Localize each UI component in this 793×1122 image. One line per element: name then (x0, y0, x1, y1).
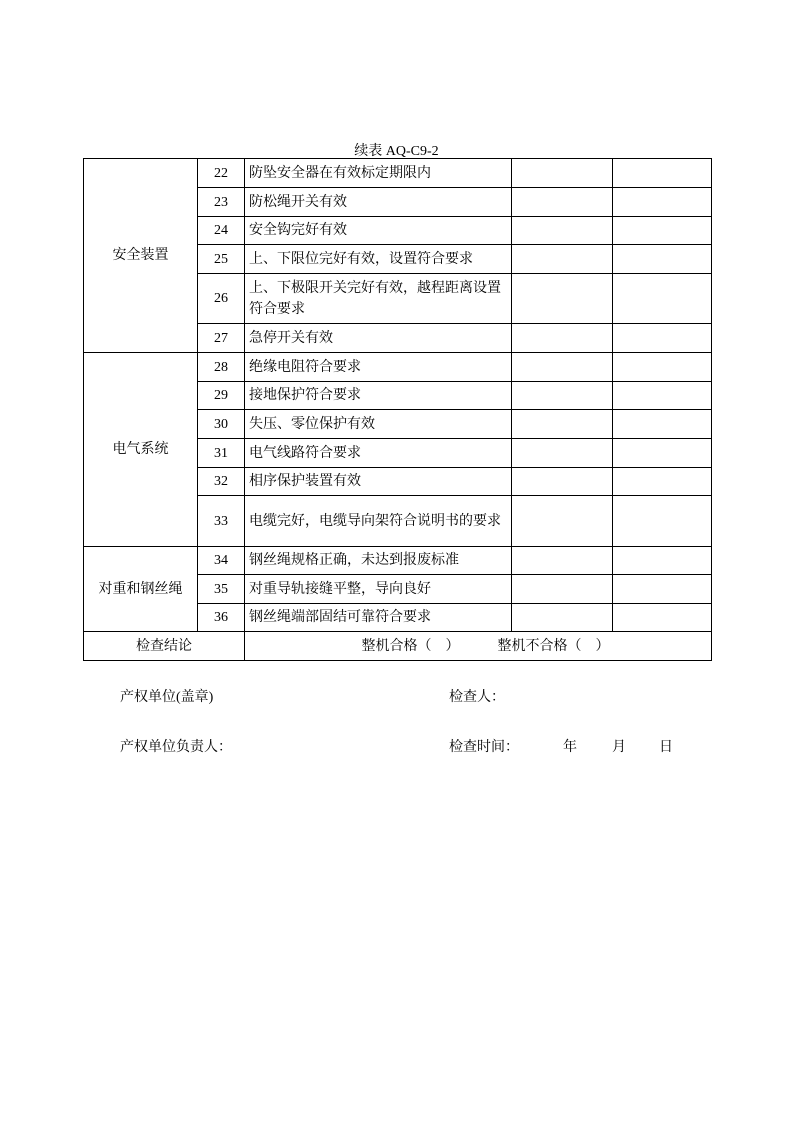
result-cell[interactable] (512, 353, 613, 382)
item-number: 33 (198, 496, 245, 547)
pass-option[interactable]: 整机合格（ ） (361, 638, 460, 654)
result-cell[interactable] (512, 159, 613, 188)
result-cell[interactable] (512, 439, 613, 468)
item-text: 防松绳开关有效 (245, 188, 512, 217)
result-cell[interactable] (512, 382, 613, 410)
item-number: 27 (198, 324, 245, 353)
conclusion-label: 检查结论 (84, 632, 245, 661)
item-number: 25 (198, 245, 245, 274)
item-text: 钢丝绳规格正确，未达到报废标准 (245, 547, 512, 575)
remark-cell[interactable] (613, 274, 712, 324)
category-cell: 安全装置 (84, 159, 198, 353)
remark-cell[interactable] (613, 217, 712, 245)
remark-cell[interactable] (613, 547, 712, 575)
item-number: 29 (198, 382, 245, 410)
item-text: 电缆完好，电缆导向架符合说明书的要求 (245, 496, 512, 547)
remark-cell[interactable] (613, 159, 712, 188)
item-text: 对重导轨接缝平整，导向良好 (245, 575, 512, 604)
item-number: 32 (198, 468, 245, 496)
item-text: 绝缘电阻符合要求 (245, 353, 512, 382)
fail-option[interactable]: 整机不合格（ ） (497, 638, 610, 654)
item-number: 34 (198, 547, 245, 575)
item-number: 35 (198, 575, 245, 604)
remark-cell[interactable] (613, 382, 712, 410)
item-text: 急停开关有效 (245, 324, 512, 353)
result-cell[interactable] (512, 575, 613, 604)
remark-cell[interactable] (613, 324, 712, 353)
inspector-label: 检查人： (449, 690, 505, 705)
item-number: 26 (198, 274, 245, 324)
result-cell[interactable] (512, 274, 613, 324)
year-label: 年 (563, 740, 577, 755)
item-number: 23 (198, 188, 245, 217)
result-cell[interactable] (512, 245, 613, 274)
inspect-time-label: 检查时间： (449, 740, 519, 755)
table-row (84, 353, 712, 382)
result-cell[interactable] (512, 217, 613, 245)
category-cell: 电气系统 (84, 353, 198, 547)
remark-cell[interactable] (613, 410, 712, 439)
day-label: 日 (659, 740, 673, 755)
result-cell[interactable] (512, 410, 613, 439)
inspection-table (83, 158, 712, 661)
item-number: 28 (198, 353, 245, 382)
remark-cell[interactable] (613, 439, 712, 468)
item-text: 上、下极限开关完好有效，越程距离设置符合要求 (245, 274, 512, 324)
remark-cell[interactable] (613, 245, 712, 274)
remark-cell[interactable] (613, 353, 712, 382)
item-text: 接地保护符合要求 (245, 382, 512, 410)
item-number: 30 (198, 410, 245, 439)
remark-cell[interactable] (613, 496, 712, 547)
result-cell[interactable] (512, 547, 613, 575)
month-label: 月 (612, 740, 626, 755)
table-row (84, 159, 712, 188)
conclusion-row (84, 632, 712, 661)
remark-cell[interactable] (613, 188, 712, 217)
item-text: 上、下限位完好有效，设置符合要求 (245, 245, 512, 274)
result-cell[interactable] (512, 604, 613, 632)
item-number: 36 (198, 604, 245, 632)
owner-unit-label: 产权单位(盖章) (120, 690, 214, 705)
table-title: 续表 AQ-C9-2 (354, 144, 439, 159)
result-cell[interactable] (512, 324, 613, 353)
result-cell[interactable] (512, 496, 613, 547)
category-cell: 对重和钢丝绳 (84, 547, 198, 632)
item-text: 相序保护装置有效 (245, 468, 512, 496)
item-text: 防坠安全器在有效标定期限内 (245, 159, 512, 188)
item-text: 钢丝绳端部固结可靠符合要求 (245, 604, 512, 632)
remark-cell[interactable] (613, 604, 712, 632)
remark-cell[interactable] (613, 468, 712, 496)
result-cell[interactable] (512, 188, 613, 217)
item-text: 电气线路符合要求 (245, 439, 512, 468)
item-number: 24 (198, 217, 245, 245)
table-row (84, 547, 712, 575)
conclusion-options (245, 632, 712, 661)
owner-head-label: 产权单位负责人： (120, 740, 232, 755)
item-text: 失压、零位保护有效 (245, 410, 512, 439)
item-text: 安全钩完好有效 (245, 217, 512, 245)
remark-cell[interactable] (613, 575, 712, 604)
item-number: 22 (198, 159, 245, 188)
item-number: 31 (198, 439, 245, 468)
result-cell[interactable] (512, 468, 613, 496)
